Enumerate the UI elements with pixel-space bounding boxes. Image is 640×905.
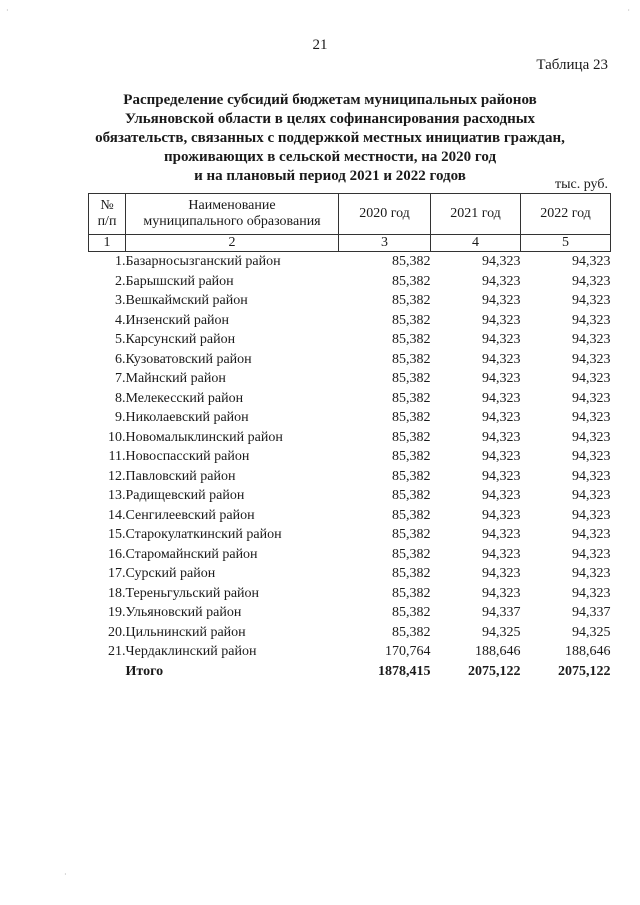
- value-2022: 94,323: [572, 527, 611, 542]
- row-number: 10.: [108, 429, 126, 445]
- row-number: 2.: [115, 273, 126, 289]
- header-name-line: муниципального образования: [143, 214, 321, 229]
- value-2020: 85,382: [392, 312, 431, 328]
- row-number: 15.: [108, 527, 126, 542]
- table-row: [89, 525, 611, 545]
- header-name: [126, 194, 339, 235]
- district-name: Сурский район: [125, 566, 216, 581]
- value-2021: 94,323: [482, 468, 521, 484]
- table-row: [89, 330, 611, 350]
- header-number-line: п/п: [97, 214, 117, 229]
- header-number-line: №: [100, 198, 114, 213]
- value-2021: 94,323: [482, 585, 521, 601]
- column-index-row: [89, 235, 611, 252]
- row-number: 9.: [115, 410, 126, 425]
- header-year-2021: 2021 год: [431, 194, 521, 235]
- value-2020: 170,764: [385, 644, 431, 659]
- value-2022: 94,323: [572, 273, 611, 289]
- value-2022: 94,323: [572, 254, 611, 269]
- value-2021: 94,323: [482, 273, 521, 289]
- value-2022: 94,323: [572, 293, 611, 308]
- value-2021: 94,323: [482, 293, 521, 308]
- table-row: [89, 311, 611, 331]
- district-name: Чердаклинский район: [125, 644, 257, 659]
- value-2022: 94,323: [572, 449, 611, 464]
- value-2020: 85,382: [392, 332, 431, 347]
- table-row: [89, 447, 611, 467]
- table-row: [89, 291, 611, 311]
- row-number: [89, 662, 126, 682]
- district-name: Карсунский район: [125, 332, 236, 347]
- value-2022: 94,323: [572, 371, 611, 386]
- value-2021: 94,323: [482, 527, 521, 542]
- district-name: Мелекесский район: [125, 390, 244, 406]
- value-2021: 94,323: [482, 566, 521, 581]
- value-2021: 188,646: [475, 644, 521, 659]
- district-name: Базарносызганский район: [125, 254, 281, 269]
- district-name: Цильнинский район: [125, 624, 246, 640]
- district-name: Кузоватовский район: [125, 351, 252, 367]
- value-2021: 94,323: [482, 410, 521, 425]
- value-2022: 94,323: [572, 566, 611, 581]
- table-row: [89, 389, 611, 409]
- value-2022: 94,323: [572, 546, 611, 562]
- row-number: 16.: [108, 546, 126, 562]
- value-2021: 94,323: [482, 429, 521, 445]
- district-name: Итого: [125, 663, 164, 679]
- value-2020: 85,382: [392, 546, 431, 562]
- row-number: 4.: [115, 312, 126, 328]
- value-2022: 94,337: [572, 605, 611, 620]
- row-number: 5.: [115, 332, 126, 347]
- table-row: [89, 623, 611, 643]
- value-2022: 94,323: [572, 351, 611, 367]
- value-2022: 94,323: [572, 585, 611, 601]
- table-row: [89, 252, 611, 272]
- row-number: 1.: [115, 254, 126, 269]
- value-2021: 94,325: [482, 624, 521, 640]
- table-row: [89, 467, 611, 487]
- page-number: 21: [312, 37, 328, 53]
- units-label: тыс. руб.: [555, 177, 608, 192]
- total-row: [89, 662, 611, 682]
- title-line: Ульяновской области в целях софинансирования расходных: [125, 111, 535, 127]
- district-name: Новоспасский район: [125, 449, 250, 464]
- value-2021: 94,323: [482, 507, 521, 523]
- district-name: Майнский район: [125, 371, 226, 386]
- value-2021: 94,323: [482, 371, 521, 386]
- district-name: Новомалыклинский район: [125, 429, 283, 445]
- row-number: 11.: [108, 449, 126, 464]
- value-2022: 94,323: [572, 488, 611, 503]
- value-2021: 94,323: [482, 546, 521, 562]
- row-number: 12.: [108, 468, 126, 484]
- district-name: Ульяновский район: [125, 605, 242, 620]
- value-2022: 94,323: [572, 332, 611, 347]
- value-2022: 94,325: [572, 624, 611, 640]
- row-number: 20.: [108, 624, 126, 640]
- table-row: [89, 545, 611, 565]
- table-row: [89, 350, 611, 370]
- value-2022: 94,323: [572, 390, 611, 406]
- district-name: Николаевский район: [125, 410, 249, 425]
- value-2022: 94,323: [572, 507, 611, 523]
- value-2020: 85,382: [392, 449, 431, 464]
- row-number: 7.: [115, 371, 126, 386]
- value-2020: 85,382: [392, 507, 431, 523]
- column-index: 5: [521, 235, 611, 252]
- title-line: и на плановый период 2021 и 2022 годов: [194, 168, 466, 184]
- district-name: Барышский район: [125, 273, 234, 289]
- district-name: Радищевский район: [125, 488, 245, 503]
- row-number: 3.: [115, 293, 126, 308]
- district-name: Сенгилеевский район: [125, 507, 255, 523]
- value-2020: 85,382: [392, 429, 431, 445]
- row-number: 21.: [108, 644, 126, 659]
- header-name-line: Наименование: [188, 198, 276, 213]
- value-2020: 85,382: [392, 468, 431, 484]
- row-number: 19.: [108, 605, 126, 620]
- value-2020: 1878,415: [378, 663, 431, 679]
- table-row: [89, 486, 611, 506]
- table-header-row: [89, 194, 611, 235]
- document-title: [95, 91, 565, 186]
- table-row: [89, 369, 611, 389]
- district-name: Старокулаткинский район: [125, 527, 282, 542]
- value-2020: 85,382: [392, 605, 431, 620]
- column-index: 4: [431, 235, 521, 252]
- value-2020: 85,382: [392, 390, 431, 406]
- table-row: [89, 564, 611, 584]
- value-2022: 94,323: [572, 312, 611, 328]
- column-index: 3: [339, 235, 431, 252]
- scan-artifact: ·: [64, 870, 67, 879]
- column-index: 1: [89, 235, 126, 252]
- table-row: [89, 272, 611, 292]
- value-2022: 2075,122: [558, 663, 611, 679]
- table-row: [89, 584, 611, 604]
- header-number: [89, 194, 126, 235]
- scan-artifact: ·: [627, 6, 630, 15]
- table-row: [89, 428, 611, 448]
- value-2020: 85,382: [392, 410, 431, 425]
- table-row: [89, 603, 611, 623]
- table-row: [89, 408, 611, 428]
- row-number: 6.: [115, 351, 126, 367]
- value-2020: 85,382: [392, 488, 431, 503]
- column-index: 2: [126, 235, 339, 252]
- district-name: Вешкаймский район: [125, 293, 248, 308]
- subsidy-table: [88, 193, 611, 681]
- value-2020: 85,382: [392, 585, 431, 601]
- table-label: Таблица 23: [536, 57, 608, 73]
- value-2020: 85,382: [392, 273, 431, 289]
- district-name: Старомайнский район: [125, 546, 258, 562]
- value-2022: 94,323: [572, 468, 611, 484]
- table-row: [89, 642, 611, 662]
- value-2021: 94,323: [482, 254, 521, 269]
- district-name: Павловский район: [125, 468, 236, 484]
- value-2020: 85,382: [392, 254, 431, 269]
- title-line: проживающих в сельской местности, на 2020 год: [163, 149, 497, 165]
- value-2021: 94,323: [482, 312, 521, 328]
- value-2020: 85,382: [392, 293, 431, 308]
- table-row: [89, 506, 611, 526]
- value-2020: 85,382: [392, 527, 431, 542]
- district-name: Тереньгульский район: [125, 585, 260, 601]
- value-2021: 94,337: [482, 605, 521, 620]
- table-body: [89, 252, 611, 682]
- row-number: 18.: [108, 585, 126, 601]
- scan-artifact: ·: [6, 6, 9, 15]
- value-2020: 85,382: [392, 624, 431, 640]
- value-2022: 94,323: [572, 410, 611, 425]
- title-line: обязательств, связанных с поддержкой местных инициатив граждан,: [95, 130, 565, 146]
- value-2021: 94,323: [482, 449, 521, 464]
- value-2021: 94,323: [482, 332, 521, 347]
- value-2021: 94,323: [482, 351, 521, 367]
- district-name: Инзенский район: [125, 312, 230, 328]
- row-number: 14.: [108, 507, 126, 523]
- value-2020: 85,382: [392, 566, 431, 581]
- row-number: 8.: [115, 390, 126, 406]
- value-2022: 188,646: [565, 644, 611, 659]
- header-year-2022: 2022 год: [521, 194, 611, 235]
- title-line: Распределение субсидий бюджетам муниципальных районов: [123, 92, 537, 108]
- value-2022: 94,323: [572, 429, 611, 445]
- row-number: 17.: [108, 566, 126, 581]
- value-2020: 85,382: [392, 351, 431, 367]
- value-2021: 94,323: [482, 488, 521, 503]
- value-2020: 85,382: [392, 371, 431, 386]
- header-year-2020: 2020 год: [339, 194, 431, 235]
- row-number: 13.: [108, 488, 126, 503]
- value-2021: 94,323: [482, 390, 521, 406]
- value-2021: 2075,122: [468, 663, 521, 679]
